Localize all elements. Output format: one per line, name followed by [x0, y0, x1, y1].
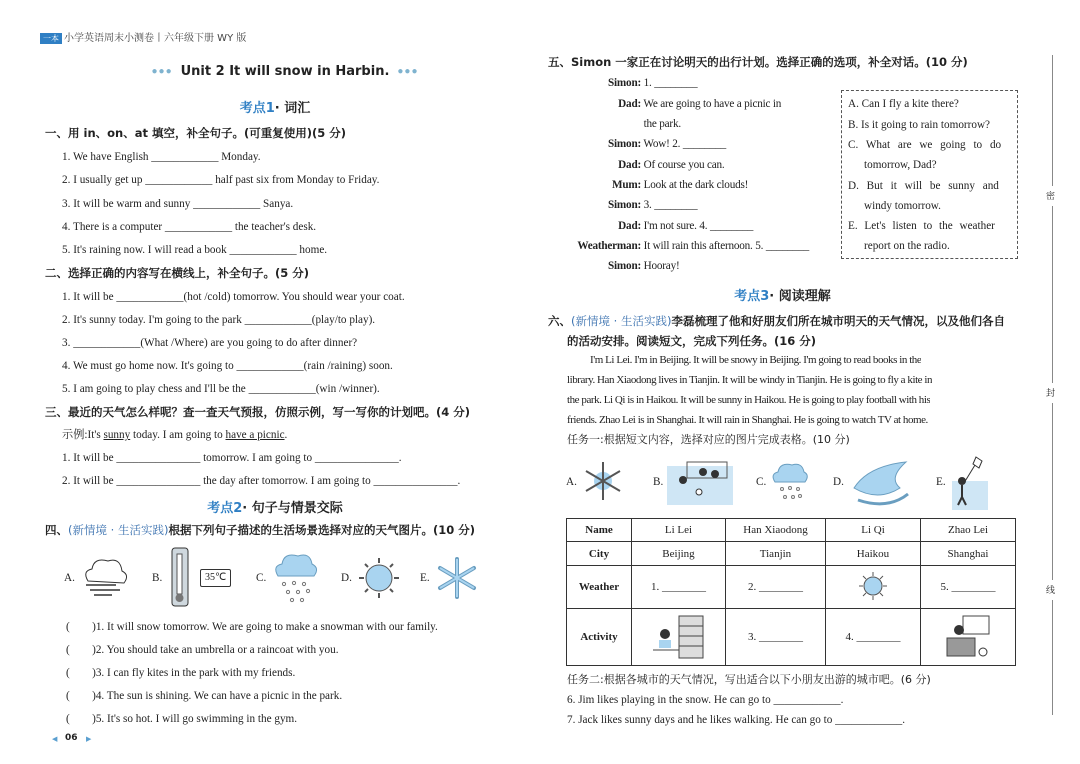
task-1-title: 任务一:根据短文内容，选择对应的图片完成表格。(10 分): [567, 433, 850, 446]
option: D. But it will be sunny and: [848, 180, 999, 192]
binding-char: 线: [1046, 580, 1055, 600]
snowflake-icon: [582, 460, 624, 502]
table-header: Li Qi: [826, 519, 921, 542]
q4-item: ( )3. I can fly kites in the park with my friends.: [66, 667, 296, 679]
option: windy tomorrow.: [864, 200, 941, 212]
binding-char: 封: [1046, 383, 1055, 403]
pic-label: E.: [936, 476, 946, 488]
dialog-line: Simon: 3. ________: [608, 199, 698, 211]
sun-icon: [357, 556, 401, 600]
q1-item: 1. We have English ____________ Monday.: [62, 151, 261, 163]
table-cell: 4. ________: [826, 609, 921, 666]
dialog-line: Dad: I'm not sure. 4. ________: [618, 220, 754, 232]
table-cell: Weather: [567, 566, 632, 609]
passage-line: the park. Li Qi is in Haikou. It will be sunny in Haikou. He is going to play football with his: [567, 394, 931, 406]
pic-label: D.: [341, 572, 352, 584]
q2-item: 4. We must go home now. It's going to ____________(rain /raining) soon.: [62, 360, 393, 372]
q2-item: 5. I am going to play chess and I'll be the ____________(win /winner).: [62, 383, 380, 395]
table-cell: 1. ________: [632, 566, 726, 609]
dialog-line: Mum: Look at the dark clouds!: [611, 179, 749, 191]
option: E. Let's listen to the weather: [848, 220, 995, 232]
wind-icon: [848, 458, 910, 508]
series-title: 小学英语周末小测卷丨六年级下册 WY 版: [64, 33, 247, 44]
table-cell: 3. ________: [726, 609, 826, 666]
option: B. Is it going to rain tomorrow?: [848, 119, 991, 131]
pic-label: A.: [64, 572, 75, 584]
binding-char: 密: [1046, 186, 1055, 206]
unit-title-row: [45, 64, 525, 79]
reading-library-icon: [651, 612, 707, 660]
table-cell: Haikou: [826, 542, 921, 566]
section-heading-sentences: 考点2· 句子与情景交际: [207, 501, 343, 516]
windy-cloud-icon: [80, 553, 130, 598]
table-cell: [632, 609, 726, 666]
series-badge: 一本: [40, 33, 62, 44]
rain-cloud-icon: [770, 460, 810, 506]
table-header: Han Xiaodong: [726, 519, 826, 542]
pic-label: B.: [152, 572, 163, 584]
question-6-title: 六、(新情境 · 生活实践)李磊梳理了他和好朋友们所在城市明天的天气情况，以及他们各自: [548, 314, 1005, 328]
table-header: Name: [567, 519, 632, 542]
pic-label: E.: [420, 572, 430, 584]
table-cell: [826, 566, 921, 609]
next-page-arrow-icon: ▶: [86, 735, 92, 743]
q6-item: 6. Jim likes playing in the snow. He can go to ____________.: [567, 694, 844, 706]
table-header: Zhao Lei: [921, 519, 1016, 542]
table-cell: City: [567, 542, 632, 566]
option: report on the radio.: [864, 240, 950, 252]
pic-label: A.: [566, 476, 577, 488]
option: A. Can I fly a kite there?: [848, 98, 959, 110]
passage-line: I'm Li Lei. I'm in Beijing. It will be snowy in Beijing. I'm going to read books in the: [590, 354, 922, 366]
q2-item: 1. It will be ____________(hot /cold) tomorrow. You should wear your coat.: [62, 291, 405, 303]
q4-item: ( )1. It will snow tomorrow. We are going to make a snowman with our family.: [66, 621, 438, 633]
q2-item: 3. ____________(What /Where) are you going to do after dinner?: [62, 337, 358, 349]
option: C. What are we going to do: [848, 139, 1002, 151]
q1-item: 2. I usually get up ____________ half past six from Monday to Friday.: [62, 174, 380, 186]
task-2-title: 任务二:根据各城市的天气情况，写出适合以下小朋友出游的城市吧。(6 分): [567, 673, 931, 686]
watching-tv-icon: [943, 612, 993, 660]
table-cell: Shanghai: [921, 542, 1016, 566]
q3-example: 示例:It's sunny today. I am going to have a picnic.: [62, 429, 288, 441]
kite-icon: [950, 455, 990, 510]
unit-title: Unit 2 It will snow in Harbin.: [180, 64, 390, 79]
section-heading-vocabulary: 考点1· 词汇: [239, 101, 311, 116]
page-number: 06: [65, 733, 78, 743]
question-1-title: 一、用 in、on、at 填空，补全句子。(可重复使用)(5 分): [45, 126, 347, 140]
table-cell: [921, 609, 1016, 666]
section-heading-reading: 考点3· 阅读理解: [734, 289, 831, 304]
passage-line: friends. Zhao Lei is in Shanghai. It will rain in Shanghai. He is going to watch TV at home.: [567, 414, 928, 426]
dialog-line: Simon: Wow! 2. ________: [608, 138, 727, 150]
dialog-line: Dad: Of course you can.: [618, 159, 725, 171]
sun-icon: [858, 571, 888, 601]
question-2-title: 二、选择正确的内容写在横线上，补全句子。(5 分): [45, 266, 310, 280]
dialog-line: Dad: We are going to have a picnic in: [618, 98, 782, 110]
dialog-line: the park.: [643, 118, 681, 130]
table-cell: Beijing: [632, 542, 726, 566]
dialog-line: Simon: 1. ________: [608, 77, 698, 89]
q6-item: 7. Jack likes sunny days and he likes walking. He can go to ____________.: [567, 714, 906, 726]
q4-item: ( )5. It's so hot. I will go swimming in the gym.: [66, 713, 298, 725]
thermometer-icon: [166, 546, 196, 608]
unit-title-dots-right: ●●●: [397, 66, 419, 77]
question-3-title: 三、最近的天气怎么样呢？查一查天气预报，仿照示例，写一写你的计划吧。(4 分): [45, 405, 471, 419]
pic-label: D.: [833, 476, 844, 488]
temperature-label: 35℃: [200, 569, 231, 587]
table-cell: Tianjin: [726, 542, 826, 566]
table-cell: 5. ________: [921, 566, 1016, 609]
table-header: Li Lei: [632, 519, 726, 542]
unit-title-dots-left: ●●●: [151, 66, 173, 77]
question-4-title: 四、(新情境 · 生活实践)根据下列句子描述的生活场景选择对应的天气图片。(10 分): [45, 523, 475, 537]
q3-item: 1. It will be _______________ tomorrow. I am going to _______________.: [62, 452, 402, 464]
q1-item: 3. It will be warm and sunny ____________ Sanya.: [62, 198, 294, 210]
rain-cloud-icon: [272, 550, 318, 606]
q4-item: ( )2. You should take an umbrella or a raincoat with you.: [66, 644, 339, 656]
q2-item: 2. It's sunny today. I'm going to the park ____________(play/to play).: [62, 314, 376, 326]
dialog-line: Weatherman: It will rain this afternoon. 5. ________: [577, 240, 809, 252]
table-cell: Activity: [567, 609, 632, 666]
q3-item: 2. It will be _______________ the day after tomorrow. I am going to _______________.: [62, 475, 461, 487]
pic-label: C.: [756, 476, 767, 488]
info-table: [566, 518, 1016, 666]
passage-line: library. Han Xiaodong lives in Tianjin. It will be windy in Tianjin. He is going to fly a kite in: [567, 374, 933, 386]
question-5-title: 五、Simon 一家正在讨论明天的出行计划。选择正确的选项，补全对话。(10 分): [548, 55, 968, 69]
options-box: [841, 90, 1018, 259]
dialog-line: Simon: Hooray!: [608, 260, 680, 272]
q1-item: 4. There is a computer ____________ the teacher's desk.: [62, 221, 317, 233]
football-icon: [667, 460, 733, 505]
option: tomorrow, Dad?: [864, 159, 937, 171]
snowflake-icon: [436, 556, 478, 600]
question-6-title-cont: 的活动安排。阅读短文，完成下列任务。(16 分): [567, 334, 817, 348]
pic-label: B.: [653, 476, 664, 488]
pic-label: C.: [256, 572, 267, 584]
q1-item: 5. It's raining now. I will read a book ____________ home.: [62, 244, 328, 256]
q4-item: ( )4. The sun is shining. We can have a picnic in the park.: [66, 690, 343, 702]
prev-page-arrow-icon: ◀: [52, 735, 58, 743]
table-cell: 2. ________: [726, 566, 826, 609]
